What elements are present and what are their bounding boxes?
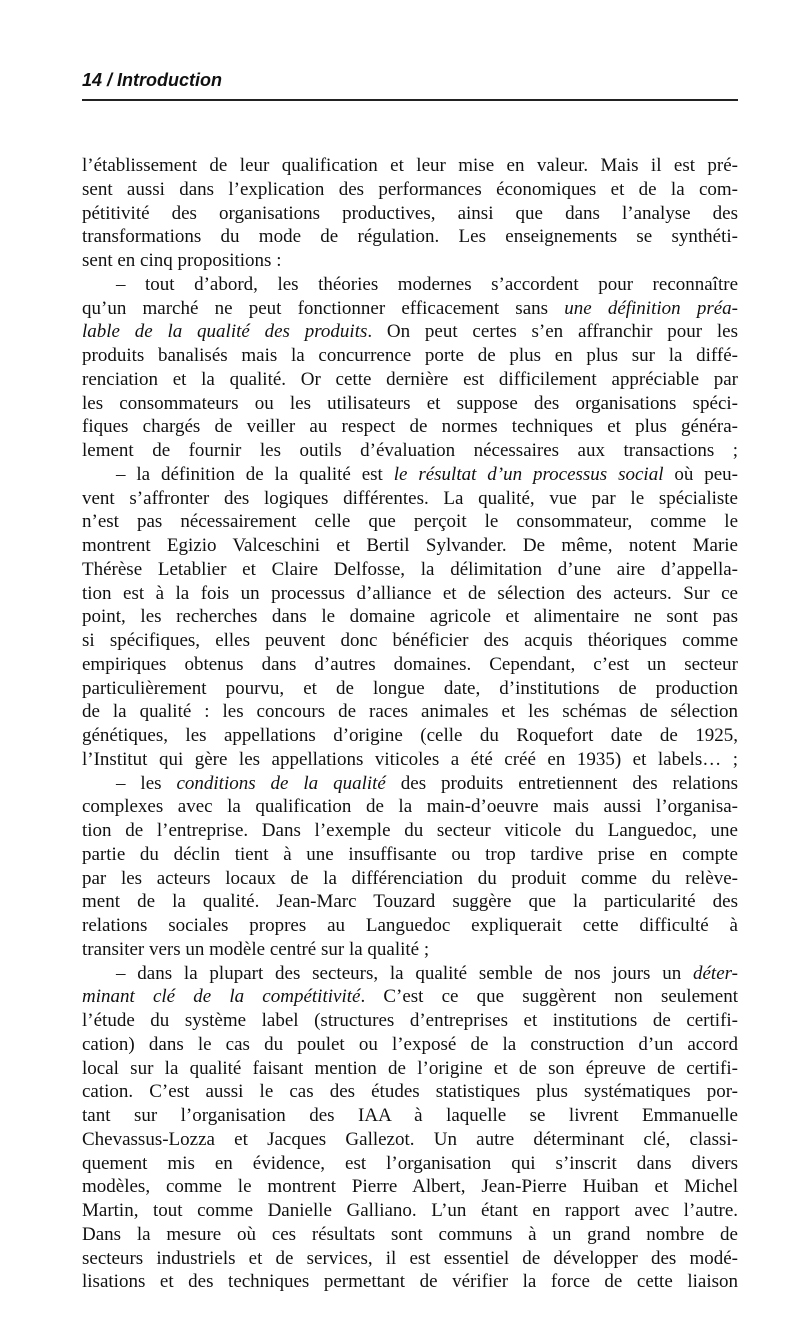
text-run: tion de l’entreprise. Dans l’exemple du secteur viticole du Languedoc, une [82, 820, 738, 841]
text-line [82, 985, 738, 1009]
text-line [82, 463, 738, 487]
text-run: complexes avec la qualification de la main-d’oeuvre mais aussi l’organisa- [82, 796, 738, 818]
text-line [82, 867, 738, 891]
text-run: des produits entretiennent des relations [385, 772, 738, 794]
text-line [82, 1175, 738, 1199]
text-line [82, 1009, 738, 1033]
text-run: modèles, comme le montrent Pierre Albert, Jean-Pierre Huiban et Michel [82, 1176, 738, 1198]
text-line [82, 605, 738, 629]
text-line [82, 1270, 738, 1294]
text-line [82, 534, 738, 558]
text-run: – la définition de la qualité est [116, 463, 394, 485]
text-line [82, 914, 738, 938]
text-line [82, 225, 738, 249]
text-run: ment de la qualité. Jean-Marc Touzard suggère que la particularité des [82, 891, 738, 913]
text-line [82, 653, 738, 677]
text-line [82, 843, 738, 867]
text-run: Martin, tout comme Danielle Galliano. L’un étant en rapport avec l’autre. [82, 1200, 738, 1221]
text-run: génétiques, les appellations d’origine (celle du Roquefort date de 1925, [82, 725, 738, 746]
text-line [82, 748, 738, 772]
text-run: empiriques obtenus dans d’autres domaines. Cependant, c’est un secteur [82, 653, 738, 675]
text-run: sent aussi dans l’explication des performances économiques et de la com- [82, 178, 738, 200]
text-run: relations sociales propres au Languedoc expliquerait cette difficulté à [82, 915, 738, 936]
text-line [82, 724, 738, 748]
text-run: – tout d’abord, les théories modernes s’accordent pour reconnaître [116, 273, 738, 295]
text-run: transformations du mode de régulation. Les enseignements se synthéti- [82, 226, 738, 248]
text-line [82, 795, 738, 819]
text-run: où peu- [663, 463, 738, 485]
text-run: par les acteurs locaux de la différenciation du produit comme du relève- [82, 867, 738, 889]
text-line [82, 1247, 738, 1271]
text-run: . C’est ce que suggèrent non seulement [360, 986, 738, 1008]
text-run: lisations et des techniques permettant de vérifier la force de cette liaison [82, 1271, 738, 1293]
italic-text: minant clé de la compétitivité [82, 986, 361, 1008]
text-line [82, 178, 738, 202]
text-line [82, 1104, 738, 1128]
text-line [82, 487, 738, 511]
text-line [82, 202, 738, 226]
text-line [82, 344, 738, 368]
text-line [82, 938, 738, 962]
text-run: – dans la plupart des secteurs, la qualité semble de nos jours un [116, 962, 693, 984]
text-line [82, 772, 738, 796]
text-run: . On peut certes s’en affranchir pour les [367, 321, 738, 343]
text-run: les consommateurs ou les utilisateurs et suppose des organisations spéci- [82, 392, 738, 414]
text-run: n’est pas nécessairement celle que perçoit le consommateur, comme le [82, 511, 738, 533]
text-line [82, 154, 738, 178]
text-run: qu’un marché ne peut fonctionner efficacement sans [82, 297, 565, 319]
text-run: particulièrement pourvu, et de longue date, d’institutions de production [82, 677, 738, 699]
text-run: l’étude du système label (structures d’entreprises et institutions de certifi- [82, 1010, 738, 1031]
text-run: tion est à la fois un processus d’alliance et de sélection des acteurs. Sur ce [82, 582, 738, 604]
text-line [82, 890, 738, 914]
text-run: l’établissement de leur qualification et leur mise en valeur. Mais il est pré- [82, 155, 738, 176]
text-run: cation) dans le cas du poulet ou l’exposé de la construction d’un accord [82, 1033, 738, 1055]
running-head: 14 / Introduction [82, 70, 223, 90]
text-run: local sur la qualité faisant mention de l’origine et de son épreuve de certifi- [82, 1057, 738, 1079]
text-line [82, 1033, 738, 1057]
text-line [82, 1080, 738, 1104]
text-line [82, 249, 738, 273]
text-line [82, 677, 738, 701]
text-line [82, 819, 738, 843]
text-line [82, 439, 738, 463]
text-run: transiter vers un modèle centré sur la qualité ; [82, 938, 430, 960]
italic-text: une définition préa- [564, 297, 738, 319]
text-run: lement de fournir les outils d’évaluation nécessaires aux transactions ; [82, 440, 738, 461]
text-run: Dans la mesure où ces résultats sont communs à un grand nombre de [82, 1223, 738, 1245]
text-run: montrent Egizio Valceschini et Bertil Sylvander. De même, notent Marie [82, 535, 738, 556]
text-line [82, 1128, 738, 1152]
text-run: quement mis en évidence, est l’organisation qui s’inscrit dans divers [82, 1152, 738, 1174]
text-line [82, 510, 738, 534]
text-run: sent en cinq propositions : [82, 250, 282, 271]
page-body-text [82, 154, 738, 1294]
text-line [82, 962, 738, 986]
text-run: de la qualité : les concours de races animales et les schémas de sélection [82, 701, 738, 723]
text-line [82, 582, 738, 606]
text-line [82, 392, 738, 416]
text-run: pétitivité des organisations productives, ainsi que dans l’analyse des [82, 202, 738, 224]
text-line [82, 368, 738, 392]
text-line [82, 700, 738, 724]
text-run: cation. C’est aussi le cas des études statistiques plus systématiques por- [82, 1081, 738, 1103]
text-run: Thérèse Letablier et Claire Delfosse, la délimitation d’une aire d’appella- [82, 558, 738, 580]
text-run: tant sur l’organisation des IAA à laquelle se livrent Emmanuelle [82, 1105, 738, 1126]
text-line [82, 1199, 738, 1223]
italic-text: déter- [693, 962, 738, 984]
text-line [82, 297, 738, 321]
text-line [82, 1152, 738, 1176]
text-run: produits banalisés mais la concurrence porte de plus en plus sur la diffé- [82, 345, 738, 366]
text-line [82, 629, 738, 653]
text-line [82, 1057, 738, 1081]
text-run: secteurs industriels et de services, il est essentiel de développer des modé- [82, 1247, 738, 1269]
italic-text: le résultat d’un processus social [393, 463, 664, 485]
text-line [82, 558, 738, 582]
text-run: Chevassus-Lozza et Jacques Gallezot. Un autre déterminant clé, classi- [82, 1128, 738, 1150]
text-run: vent s’affronter des logiques différentes. La qualité, vue par le spécialiste [82, 487, 738, 509]
text-line [82, 1223, 738, 1247]
text-run: l’Institut qui gère les appellations viticoles a été créé en 1935) et labels… ; [82, 748, 738, 770]
text-run: point, les recherches dans le domaine agricole et alimentaire ne sont pas [82, 606, 738, 628]
text-line [82, 273, 738, 297]
text-line [82, 415, 738, 439]
italic-text: lable de la qualité des produits [82, 321, 368, 343]
italic-text: conditions de la qualité [176, 772, 386, 794]
text-line [82, 320, 738, 344]
text-run: renciation et la qualité. Or cette dernière est difficilement appréciable par [82, 368, 738, 390]
header-rule [82, 99, 738, 101]
text-run: fiques chargés de veiller au respect de normes techniques et plus généra- [82, 416, 738, 438]
text-run: – les [116, 772, 177, 794]
text-run: si spécifiques, elles peuvent donc bénéficier des acquis théoriques comme [82, 630, 738, 651]
text-run: partie du déclin tient à une insuffisante ou trop tardive prise en compte [82, 843, 738, 865]
